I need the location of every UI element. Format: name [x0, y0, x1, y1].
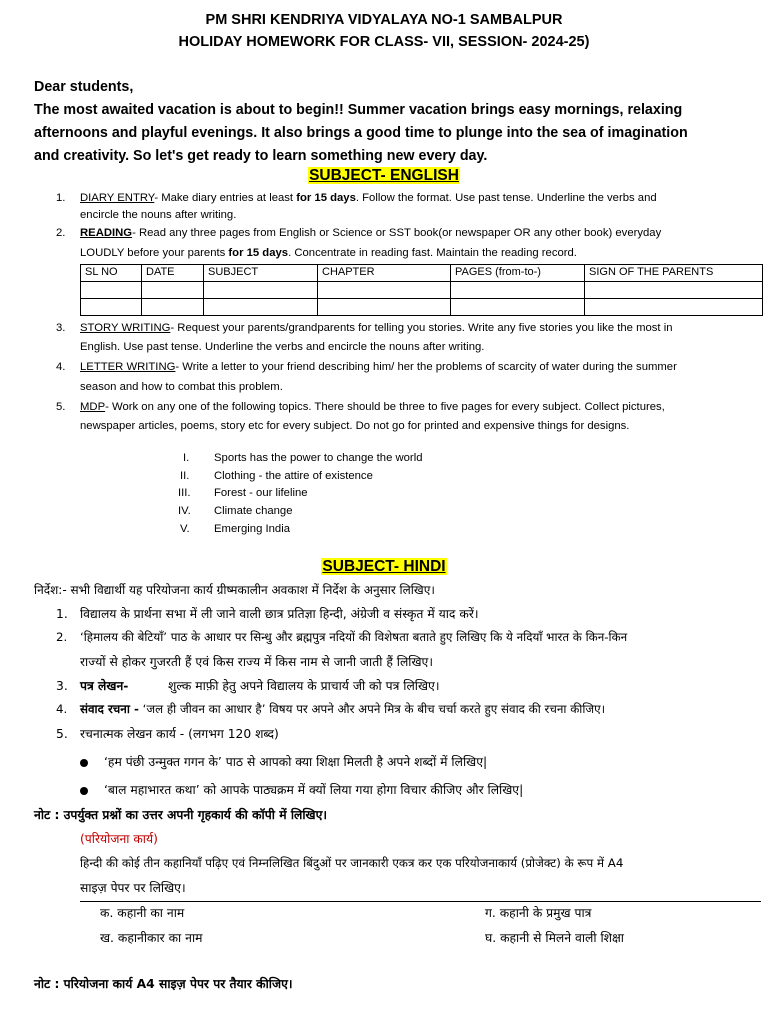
hindi-note-2: नोट : परियोजना कार्य A4 साइज़ पेपर पर तैयार कीजिए। [34, 977, 293, 991]
hindi-heading: SUBJECT- HINDI [322, 558, 446, 575]
english-item-2 [56, 225, 661, 243]
english-item-3 [56, 320, 673, 338]
english-heading-wrap [0, 167, 768, 185]
item-emphasis: for 15 days [296, 192, 356, 204]
item-number: 5. [56, 401, 66, 413]
english-item-4 [56, 359, 677, 377]
header-subject: SUBJECT [204, 265, 318, 282]
bullet-icon [80, 759, 88, 767]
table-cell [204, 282, 318, 299]
table-cell [318, 299, 451, 316]
header-date: DATE [142, 265, 204, 282]
bullet-icon [80, 787, 88, 795]
greeting: Dear students, [34, 79, 134, 95]
project-line-1: हिन्दी की कोई तीन कहानियाँ पढ़िए एवं निम्नलिखित बिंदुओं पर जानकारी एकत्र कर एक परियोजनाकार्य (प्रोजेक्ट) के रूप में A4 [80, 856, 624, 870]
item-text: शुल्क माफ़ी हेतु अपने विद्यालय के प्राचार्य जी को पत्र लिखिए। [168, 679, 440, 693]
item-number: 1. [56, 192, 66, 204]
item-emphasis: for 15 days [228, 247, 289, 259]
item-title: STORY WRITING [80, 322, 171, 334]
item-number: 3. [56, 679, 68, 693]
table-cell [142, 299, 204, 316]
item-title: READING [80, 227, 133, 239]
item-text: LOUDLY before your parents [80, 247, 229, 259]
item-title: MDP [80, 401, 106, 413]
hindi-note-1: नोट : उपर्युक्त प्रश्नों का उत्तर अपनी गृहकार्य की कॉपी में लिखिए। [34, 808, 328, 822]
point-gha: घ. कहानी से मिलने वाली शिक्षा [485, 931, 624, 945]
item-text: - Request your parents/grandparents for telling you stories. Write any five stories you like the most in [170, 322, 673, 334]
table-cell [451, 282, 585, 299]
item-number: 4. [56, 361, 66, 373]
project-title: (परियोजना कार्य) [80, 832, 158, 846]
topic-number: I. [183, 452, 190, 464]
bullet-text: ‘हम पंछी उन्मुक्त गगन के’ पाठ से आपको क्या शिक्षा मिलती है अपने शब्दों में लिखिए| [104, 755, 488, 769]
item-text: ‘हिमालय की बेटियाँ’ पाठ के आधार पर सिन्धु और ब्रह्मपुत्र नदियों की विशेषता बताते हुए लिखिए कि ये नदियाँ भारत के किन-किन [80, 630, 628, 644]
item-title: DIARY ENTRY [80, 192, 155, 204]
item-text: - Make diary entries at least [154, 192, 297, 204]
topic-number: V. [180, 523, 190, 535]
hindi-item-4 [56, 701, 605, 717]
hindi-instruction: निर्देश:- सभी विद्यार्थी यह परियोजना कार्य ग्रीष्मकालीन अवकाश में निर्देश के अनुसार लिखिए। [34, 583, 435, 597]
topic-number: II. [180, 470, 190, 482]
item-title: LETTER WRITING [80, 361, 176, 373]
item-text: . Follow the format. Use past tense. Underline the verbs and [355, 192, 657, 204]
hindi-item-3 [56, 677, 440, 694]
point-ka: क. कहानी का नाम [100, 906, 185, 920]
bullet-text: ‘बाल महाभारत कथा’ को आपके पाठ्यक्रम में क्यों लिया गया होगा विचार कीजिए और लिखिए| [104, 783, 524, 797]
header-sign: SIGN OF THE PARENTS [585, 265, 763, 282]
english-item-4-line-2: season and how to combat this problem. [80, 381, 283, 393]
item-number: 5. [56, 727, 68, 741]
english-item-5-line-2: newspaper articles, poems, story etc for every subject. Do not go for printed and expensive things for designs. [80, 420, 630, 432]
table-cell [585, 282, 763, 299]
hindi-heading-wrap [0, 558, 768, 576]
divider-line [80, 901, 761, 902]
item-text: - Write a letter to your friend describing him/ her the problems of scarcity of water during the summer [175, 361, 677, 373]
english-item-2-line-2 [80, 245, 577, 263]
topic-number: IV. [178, 505, 191, 517]
item-title: पत्र लेखन- [80, 679, 129, 693]
reading-record-table [80, 264, 763, 316]
project-line-2: साइज़ पेपर पर लिखिए। [80, 881, 186, 895]
item-number: 2. [56, 630, 68, 644]
header-sl-no: SL NO [81, 265, 142, 282]
item-text: . Concentrate in reading fast. Maintain the reading record. [288, 247, 577, 259]
table-cell [142, 282, 204, 299]
item-text: - Work on any one of the following topics. There should be three to five pages for every subject. Collect pictures, [105, 401, 665, 413]
english-item-1 [56, 190, 657, 208]
homework-title: HOLIDAY HOMEWORK FOR CLASS- VII, SESSION- 2024-25) [178, 34, 590, 50]
table-header-row [81, 265, 763, 282]
table-cell [81, 282, 142, 299]
table-row [81, 282, 763, 299]
item-text: रचनात्मक लेखन कार्य - (लगभग 120 शब्द) [80, 727, 279, 741]
table-cell [204, 299, 318, 316]
intro-line-3: and creativity. So let's get ready to learn something new every day. [34, 148, 488, 164]
topic-text: Climate change [214, 505, 293, 517]
header-pages: PAGES (from-to-) [451, 265, 585, 282]
english-heading: SUBJECT- ENGLISH [309, 167, 459, 184]
table-row [81, 299, 763, 316]
topic-number: III. [178, 487, 191, 499]
item-text: - Read any three pages from English or Science or SST book(or newspaper OR any other book) everyday [132, 227, 662, 239]
table-cell [451, 299, 585, 316]
topic-text: Sports has the power to change the world [214, 452, 423, 464]
item-number: 3. [56, 322, 66, 334]
topic-text: Emerging India [214, 523, 290, 535]
english-item-5 [56, 399, 665, 417]
intro-line-1: The most awaited vacation is about to begin!! Summer vacation brings easy mornings, relaxing [34, 102, 683, 118]
table-cell [318, 282, 451, 299]
school-name: PM SHRI KENDRIYA VIDYALAYA NO-1 SAMBALPUR [205, 12, 563, 28]
header-chapter: CHAPTER [318, 265, 451, 282]
hindi-item-2 [56, 629, 627, 645]
hindi-item-2-line-2: राज्यों से होकर गुजरती हैं एवं किस राज्य में किस नाम से जानी जाती हैं लिखिए। [80, 655, 434, 669]
topic-text: Clothing - the attire of existence [214, 470, 373, 482]
intro-line-2: afternoons and playful evenings. It also brings a good time to plunge into the sea of imagination [34, 125, 688, 141]
item-number: 2. [56, 227, 66, 239]
topic-text: Forest - our lifeline [214, 487, 308, 499]
item-text: ‘जल ही जीवन का आधार है’ विषय पर अपने और अपने मित्र के बीच चर्चा करते हुए संवाद की रचना कीजिए। [142, 702, 606, 716]
hindi-item-1 [56, 605, 479, 622]
hindi-item-5 [56, 725, 279, 742]
english-item-1-line-2: encircle the nouns after writing. [80, 209, 237, 221]
item-number: 4. [56, 702, 68, 716]
point-ga: ग. कहानी के प्रमुख पात्र [485, 906, 592, 920]
hindi-bullet-1 [80, 753, 487, 770]
table-cell [585, 299, 763, 316]
hindi-bullet-2 [80, 781, 523, 798]
point-kha: ख. कहानीकार का नाम [100, 931, 203, 945]
table-cell [81, 299, 142, 316]
item-title: संवाद रचना - [80, 702, 139, 716]
english-item-3-line-2: English. Use past tense. Underline the verbs and encircle the nouns after writing. [80, 341, 485, 353]
item-number: 1. [56, 607, 68, 621]
item-text: विद्यालय के प्रार्थना सभा में ली जाने वाली छात्र प्रतिज्ञा हिन्दी, अंग्रेजी व संस्कृत में याद करें। [80, 607, 479, 621]
